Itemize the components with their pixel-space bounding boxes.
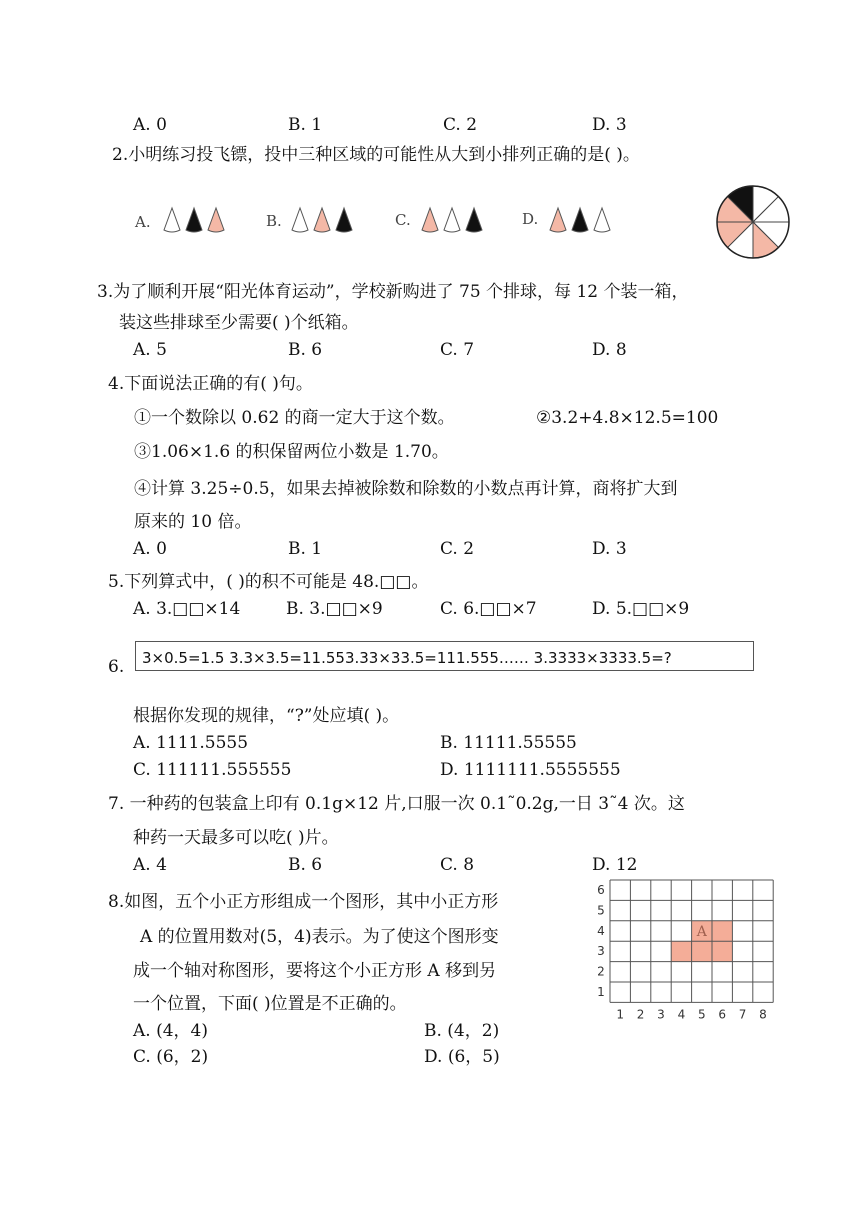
cone-pink-icon: [422, 208, 438, 232]
q3-question-line1: 3.为了顺利开展“阳光体育运动”，学校新购进了 75 个排球，每 12 个装一箱，: [97, 282, 689, 302]
shaded-square: [692, 941, 712, 961]
y-axis-tick-label: 1: [597, 985, 605, 999]
cone-black-icon: [186, 208, 202, 232]
q6-option-d: D. 1111111.5555555: [440, 760, 621, 780]
q5-option-b: B. 3.□□×9: [286, 599, 383, 619]
q1-option-d: D. 3: [592, 115, 627, 135]
q8-option-a: A. (4，4): [133, 1021, 208, 1041]
q1-option-c: C. 2: [443, 115, 478, 135]
cone-white-icon: [444, 208, 460, 232]
x-axis-tick-label: 1: [616, 1007, 625, 1022]
q6-option-c: C. 111111.555555: [133, 760, 292, 780]
x-axis-tick-label: 8: [759, 1007, 767, 1022]
q8-option-c: C. (6，2): [133, 1047, 209, 1067]
q6-question: 根据你发现的规律，“?”处应填( )。: [133, 706, 400, 726]
q5-option-d: D. 5.□□×9: [592, 599, 690, 619]
q8-option-d: D. (6，5): [424, 1047, 500, 1067]
y-axis-tick-label: 3: [597, 944, 605, 959]
x-axis-tick-label: 6: [718, 1007, 727, 1022]
q3-option-b: B. 6: [288, 340, 323, 360]
q2-cone-options: [150, 200, 710, 240]
q4-option-b: B. 1: [288, 539, 323, 559]
x-axis-tick-label: 2: [636, 1007, 645, 1022]
y-axis-tick-label: 4: [597, 923, 605, 938]
q8-coordinate-grid: [590, 876, 780, 1026]
q7-question-line2: 种药一天最多可以吃( )片。: [133, 828, 339, 848]
q2-option-a-label: A.: [135, 213, 151, 231]
q7-option-b: B. 6: [288, 855, 323, 875]
q2-question: 2.小明练习投飞镖，投中三种区域的可能性从大到小排列正确的是( )。: [112, 145, 640, 165]
q1-option-b: B. 1: [288, 115, 323, 135]
q7-question-line1: 7. 一种药的包装盒上印有 0.1g×12 片,口服一次 0.1˜0.2g,一日 3˜4 次。这: [108, 794, 685, 814]
q5-option-a: A. 3.□□×14: [133, 599, 241, 619]
square-a-label: A: [696, 924, 707, 941]
q8-question-line3: 成一个轴对称图形，要将这个小正方形 A 移到另: [133, 961, 497, 981]
y-axis-tick-label: 2: [597, 964, 605, 979]
dartboard-figure: [713, 182, 793, 262]
q3-option-a: A. 5: [133, 340, 167, 360]
q3-option-d: D. 8: [592, 340, 627, 360]
q8-question-line4: 一个位置，下面( )位置是不正确的。: [133, 994, 407, 1014]
q7-option-c: C. 8: [440, 855, 475, 875]
q5-question: 5.下列算式中，( )的积不可能是 48.□□。: [108, 572, 429, 592]
q4-statement-4-line1: ④计算 3.25÷0.5，如果去掉被除数和除数的小数点再计算，商将扩大到: [134, 479, 678, 499]
cone-pink-icon: [314, 208, 330, 232]
q1-option-a: A. 0: [133, 115, 167, 135]
shaded-square: [712, 941, 732, 961]
q4-statement-3: ③1.06×1.6 的积保留两位小数是 1.70。: [134, 442, 449, 462]
q4-statement-2: ②3.2+4.8×12.5=100: [536, 408, 719, 428]
shaded-square: [712, 921, 732, 941]
q5-option-c: C. 6.□□×7: [440, 599, 537, 619]
cone-white-icon: [292, 208, 308, 232]
q4-statement-4-line2: 原来的 10 倍。: [134, 512, 252, 532]
x-axis-tick-label: 3: [657, 1007, 665, 1022]
x-axis-tick-label: 4: [677, 1007, 686, 1022]
q7-option-d: D. 12: [592, 855, 638, 875]
q8-option-b: B. (4，2): [424, 1021, 500, 1041]
q6-option-b: B. 11111.55555: [440, 733, 577, 753]
cone-black-icon: [466, 208, 482, 232]
q2-option-b-label: B.: [266, 212, 282, 230]
cone-white-icon: [594, 208, 610, 232]
q2-option-d-label: D.: [522, 210, 539, 228]
q2-option-c-label: C.: [395, 211, 411, 229]
x-axis-tick-label: 7: [738, 1007, 747, 1022]
q4-option-d: D. 3: [592, 539, 627, 559]
q6-pattern-box: [135, 641, 754, 671]
q8-question-line2: A 的位置用数对(5，4)表示。为了使这个图形变: [140, 927, 499, 947]
q7-option-a: A. 4: [133, 855, 167, 875]
q3-question-line2: 装这些排球至少需要( )个纸箱。: [119, 313, 359, 333]
q4-question: 4.下面说法正确的有( )句。: [108, 374, 313, 394]
q8-question-line1: 8.如图，五个小正方形组成一个图形，其中小正方形: [108, 892, 499, 912]
cone-black-icon: [336, 208, 352, 232]
y-axis-tick-label: 5: [597, 903, 605, 918]
q3-option-c: C. 7: [440, 340, 475, 360]
x-axis-tick-label: 5: [697, 1007, 706, 1022]
y-axis-tick-label: 6: [597, 883, 605, 897]
q6-pattern-text: 3×0.5=1.5 3.3×3.5=11.553.33×33.5=111.555…… 3.3333×3333.5=?: [142, 649, 672, 667]
q6-option-a: A. 1111.5555: [133, 733, 249, 753]
q4-statement-1: ①一个数除以 0.62 的商一定大于这个数。: [134, 408, 455, 428]
cone-pink-icon: [208, 208, 224, 232]
cone-white-icon: [164, 208, 180, 232]
cone-pink-icon: [550, 208, 566, 232]
cone-black-icon: [572, 208, 588, 232]
q6-number: 6.: [108, 657, 125, 677]
q4-option-a: A. 0: [133, 539, 167, 559]
shaded-square: [671, 941, 691, 961]
q4-option-c: C. 2: [440, 539, 475, 559]
